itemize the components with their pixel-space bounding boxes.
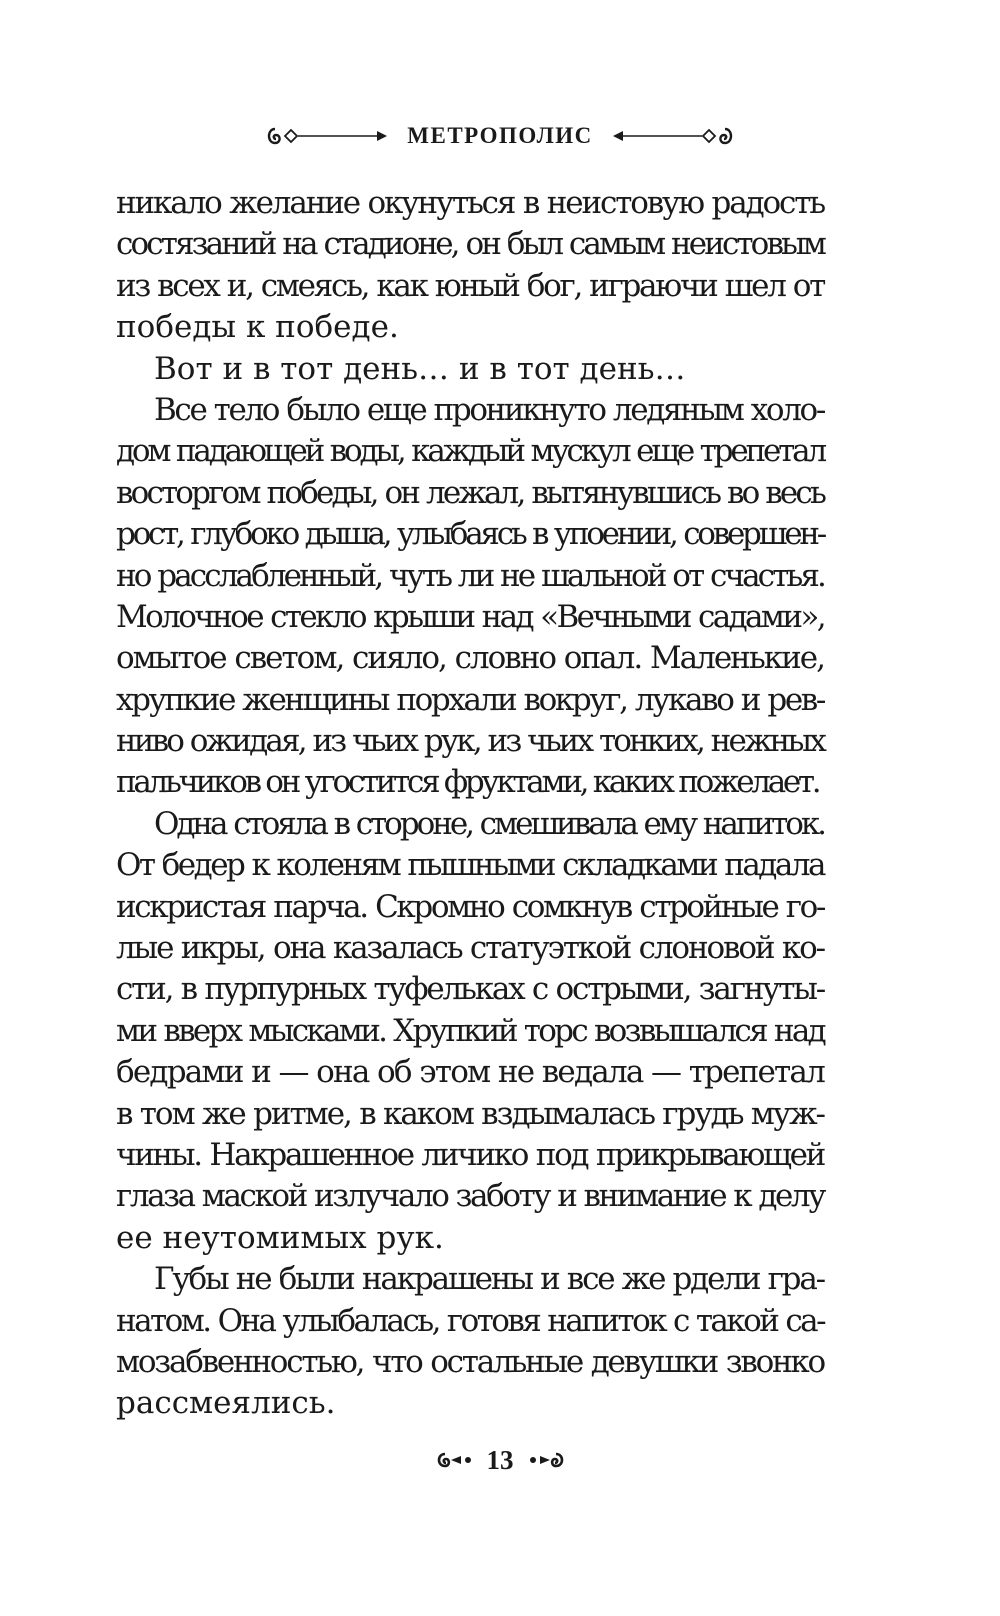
running-head	[0, 118, 1000, 154]
text-line: Вот и в тот день… и в тот день…	[154, 350, 686, 387]
text-line: дом падающей воды, каждый мускул еще трепетал	[116, 433, 824, 470]
flourish-ornament-icon	[607, 125, 735, 147]
text-line: сти, в пурпурных туфельках с острыми, загнуты-	[116, 971, 824, 1008]
text-line: глаза маской излучало заботу и внимание к делу	[116, 1178, 824, 1215]
text-line: чины. Накрашенное личико под прикрывающей	[116, 1136, 824, 1173]
text-line: Одна стояла в стороне, смешивала ему напиток.	[154, 805, 824, 842]
text-line: ее неутомимых рук.	[116, 1219, 444, 1256]
text-line: рассмеялись.	[116, 1385, 336, 1422]
text-line: но расслабленный, чуть ли не шальной от счастья.	[116, 557, 824, 594]
text-line: из всех и, смеясь, как юный бог, играючи шел от	[116, 267, 824, 304]
page-footer	[0, 1442, 1000, 1478]
running-head-title: МЕТРОПОЛИС	[407, 123, 593, 148]
text-line: восторгом победы, он лежал, вытянувшись во весь	[116, 474, 824, 511]
text-line: лые икры, она казалась статуэткой слоновой ко-	[116, 930, 824, 967]
text-line: бедрами и — она об этом не ведала — трепетал	[116, 1054, 824, 1091]
text-line: ниво ожидая, из чьих рук, из чьих тонких, нежных	[116, 723, 824, 760]
text-line: никало желание окунуться в неистовую радость	[116, 185, 824, 221]
text-line: рост, глубоко дыша, улыбаясь в упоении, совершен-	[116, 516, 824, 553]
body-text	[116, 183, 824, 1425]
text-line: Молочное стекло крыши над «Вечными садами»,	[116, 598, 824, 635]
text-line: пальчиков он угостится фруктами, каких пожелает.	[116, 764, 819, 801]
text-line: Губы не были накрашены и все же рдели гра-	[154, 1261, 824, 1298]
text-line: искристая парча. Скромно сомкнув стройные го-	[116, 888, 824, 925]
text-line: Все тело было еще проникнуто ледяным холо-	[154, 391, 824, 428]
swirl-ornament-icon	[433, 1450, 475, 1470]
text-line: От бедер к коленям пышными складками падала	[116, 847, 824, 884]
text-line: хрупкие женщины порхали вокруг, лукаво и рев-	[116, 681, 824, 718]
text-line: в том же ритме, в каком вздымалась грудь муж-	[116, 1095, 824, 1132]
text-line: мозабвенностью, что остальные девушки звонко	[116, 1343, 824, 1380]
text-line: омытое светом, сияло, словно опал. Маленькие,	[116, 640, 824, 677]
flourish-ornament-icon	[265, 125, 393, 147]
page-number: 13	[486, 1444, 514, 1475]
text-line: натом. Она улыбалась, готовя напиток с такой са-	[116, 1302, 824, 1339]
text-line: состязаний на стадионе, он был самым неистовым	[116, 226, 824, 263]
swirl-ornament-icon	[526, 1450, 568, 1470]
text-line: победы к победе.	[116, 309, 399, 346]
text-line: ми вверх мысками. Хрупкий торс возвышался над	[116, 1012, 824, 1049]
